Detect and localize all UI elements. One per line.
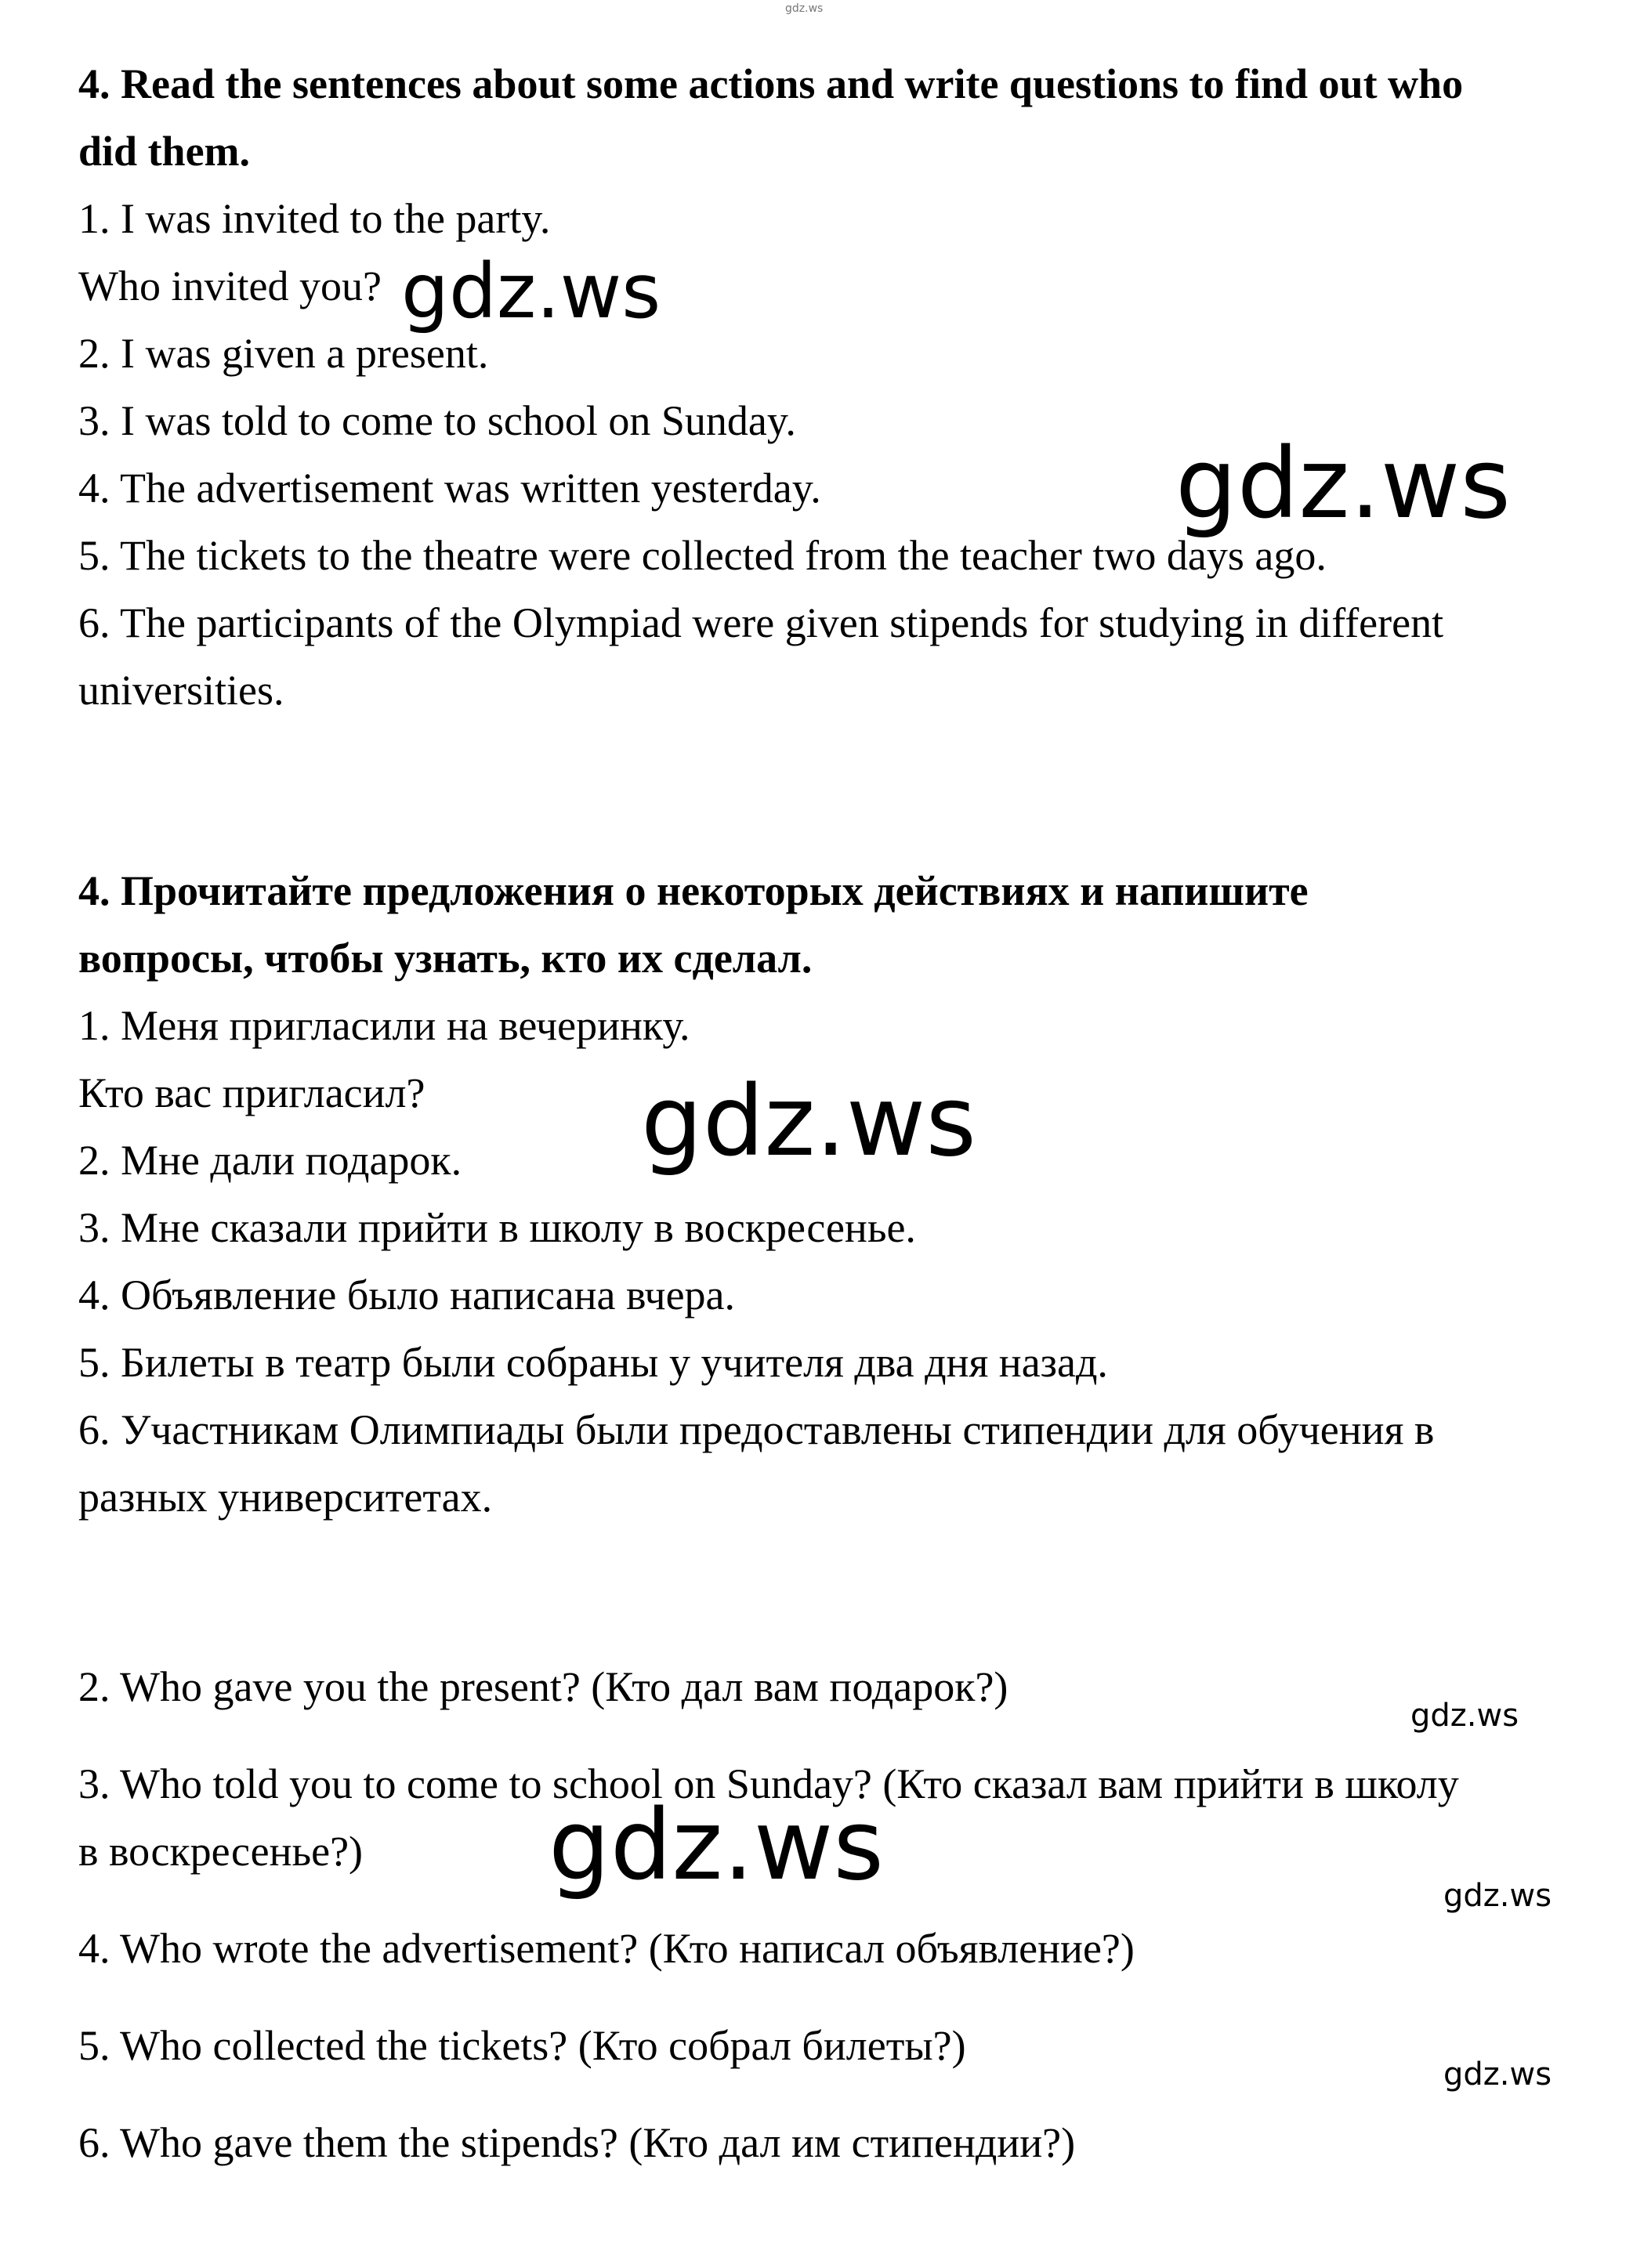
- answer-2: 2. Who gave you the present? (Кто дал вам подарок?): [78, 1663, 1008, 1710]
- watermark-4: gdz.ws: [1410, 1698, 1519, 1734]
- watermark-5: gdz.ws: [549, 1789, 884, 1902]
- russian-item-4: 4. Объявление было написана вчера.: [78, 1271, 736, 1318]
- watermark-1: gdz.ws: [401, 248, 661, 335]
- english-item-5: 5. The tickets to the theatre were collected from the teacher two days ago.: [78, 532, 1327, 579]
- answer-5: 5. Who collected the tickets? (Кто собрал билеты?): [78, 2022, 966, 2069]
- english-task-title-line1: 4. Read the sentences about some actions and write questions to find out who: [78, 60, 1464, 107]
- answer-3-line2: в воскресенье?): [78, 1828, 364, 1875]
- answer-4: 4. Who wrote the advertisement? (Кто написал объявление?): [78, 1925, 1135, 1972]
- russian-item-3: 3. Мне сказали прийти в школу в воскресенье.: [78, 1204, 916, 1251]
- russian-item-2: 2. Мне дали подарок.: [78, 1137, 462, 1184]
- russian-item-6-line2: разных университетах.: [78, 1474, 493, 1521]
- watermark-6: gdz.ws: [1443, 1878, 1552, 1914]
- english-example-answer: Who invited you?: [78, 262, 382, 309]
- watermark-3: gdz.ws: [641, 1065, 976, 1178]
- russian-example-answer: Кто вас пригласил?: [78, 1069, 425, 1116]
- answer-3-line1: 3. Who told you to come to school on Sunday? (Кто сказал вам прийти в школу: [78, 1760, 1459, 1807]
- watermark-2: gdz.ws: [1175, 428, 1511, 541]
- english-item-4: 4. The advertisement was written yesterday.: [78, 465, 821, 512]
- russian-item-1: 1. Меня пригласили на вечеринку.: [78, 1002, 690, 1049]
- english-item-1: 1. I was invited to the party.: [78, 195, 551, 242]
- answer-6: 6. Who gave them the stipends? (Кто дал им стипендии?): [78, 2119, 1076, 2166]
- watermark-7: gdz.ws: [1443, 2056, 1552, 2093]
- watermark-top: gdz.ws: [785, 2, 824, 15]
- russian-item-6-line1: 6. Участникам Олимпиады были предоставлены стипендии для обучения в: [78, 1406, 1435, 1453]
- english-item-2: 2. I was given a present.: [78, 330, 489, 377]
- english-task-title-line2: did them.: [78, 128, 251, 175]
- russian-item-5: 5. Билеты в театр были собраны у учителя два дня назад.: [78, 1339, 1108, 1386]
- english-item-6-line1: 6. The participants of the Olympiad were given stipends for studying in different: [78, 599, 1444, 646]
- russian-task-title-line2: вопросы, чтобы узнать, кто их сделал.: [78, 935, 813, 982]
- english-item-6-line2: universities.: [78, 667, 284, 714]
- english-item-3: 3. I was told to come to school on Sunday.: [78, 397, 796, 444]
- russian-task-title-line1: 4. Прочитайте предложения о некоторых действиях и напишите: [78, 867, 1309, 914]
